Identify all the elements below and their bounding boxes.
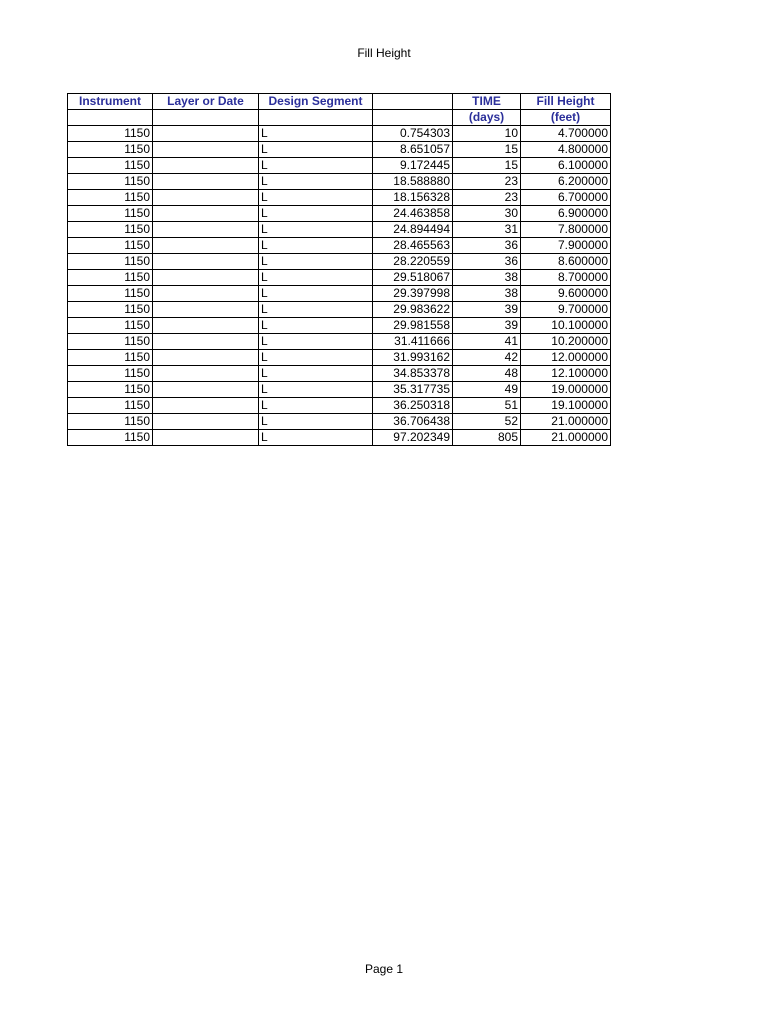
- cell-value: 9.172445: [373, 158, 453, 174]
- table-row: [68, 334, 611, 350]
- cell-design-segment: L: [259, 142, 373, 158]
- cell-value: 18.156328: [373, 190, 453, 206]
- cell-time: 36: [453, 254, 521, 270]
- cell-time: 23: [453, 190, 521, 206]
- cell-instrument: 1150: [68, 126, 153, 142]
- header-instrument: [68, 110, 153, 126]
- cell-instrument: 1150: [68, 430, 153, 446]
- cell-fill-height: 21.000000: [521, 430, 611, 446]
- cell-fill-height: 4.800000: [521, 142, 611, 158]
- header-time: (days): [453, 110, 521, 126]
- cell-value: 36.250318: [373, 398, 453, 414]
- cell-design-segment: L: [259, 414, 373, 430]
- cell-layer-or-date: [153, 286, 259, 302]
- header-value: [373, 94, 453, 110]
- cell-layer-or-date: [153, 190, 259, 206]
- cell-fill-height: 7.800000: [521, 222, 611, 238]
- cell-time: 38: [453, 270, 521, 286]
- cell-instrument: 1150: [68, 414, 153, 430]
- cell-fill-height: 6.200000: [521, 174, 611, 190]
- header-design-segment: Design Segment: [259, 94, 373, 110]
- cell-layer-or-date: [153, 414, 259, 430]
- cell-time: 39: [453, 318, 521, 334]
- cell-value: 24.463858: [373, 206, 453, 222]
- cell-fill-height: 6.100000: [521, 158, 611, 174]
- cell-design-segment: L: [259, 398, 373, 414]
- cell-value: 28.465563: [373, 238, 453, 254]
- cell-time: 805: [453, 430, 521, 446]
- cell-fill-height: 19.100000: [521, 398, 611, 414]
- cell-time: 48: [453, 366, 521, 382]
- table-row: [68, 430, 611, 446]
- cell-fill-height: 8.600000: [521, 254, 611, 270]
- cell-layer-or-date: [153, 382, 259, 398]
- table-row: [68, 270, 611, 286]
- header-layer-or-date: Layer or Date: [153, 94, 259, 110]
- cell-instrument: 1150: [68, 174, 153, 190]
- cell-value: 29.397998: [373, 286, 453, 302]
- cell-value: 18.588880: [373, 174, 453, 190]
- cell-value: 35.317735: [373, 382, 453, 398]
- cell-time: 30: [453, 206, 521, 222]
- cell-design-segment: L: [259, 382, 373, 398]
- cell-instrument: 1150: [68, 398, 153, 414]
- cell-time: 15: [453, 142, 521, 158]
- cell-time: 23: [453, 174, 521, 190]
- cell-instrument: 1150: [68, 286, 153, 302]
- cell-fill-height: 9.700000: [521, 302, 611, 318]
- header-design-segment: [259, 110, 373, 126]
- cell-layer-or-date: [153, 366, 259, 382]
- cell-fill-height: 9.600000: [521, 286, 611, 302]
- cell-design-segment: L: [259, 222, 373, 238]
- table-row: [68, 318, 611, 334]
- table-row: [68, 238, 611, 254]
- cell-layer-or-date: [153, 318, 259, 334]
- cell-design-segment: L: [259, 174, 373, 190]
- table-row: [68, 222, 611, 238]
- header-time: TIME: [453, 94, 521, 110]
- cell-instrument: 1150: [68, 318, 153, 334]
- table-row: [68, 398, 611, 414]
- cell-design-segment: L: [259, 366, 373, 382]
- table-row: [68, 126, 611, 142]
- table-row: [68, 382, 611, 398]
- cell-design-segment: L: [259, 254, 373, 270]
- cell-time: 51: [453, 398, 521, 414]
- table-row: [68, 206, 611, 222]
- cell-design-segment: L: [259, 350, 373, 366]
- cell-time: 38: [453, 286, 521, 302]
- cell-layer-or-date: [153, 302, 259, 318]
- cell-time: 31: [453, 222, 521, 238]
- cell-fill-height: 8.700000: [521, 270, 611, 286]
- cell-design-segment: L: [259, 270, 373, 286]
- cell-value: 29.518067: [373, 270, 453, 286]
- cell-value: 8.651057: [373, 142, 453, 158]
- cell-instrument: 1150: [68, 142, 153, 158]
- cell-layer-or-date: [153, 238, 259, 254]
- table-row: [68, 254, 611, 270]
- page-footer: Page 1: [364, 962, 404, 976]
- cell-design-segment: L: [259, 318, 373, 334]
- header-units-row: [68, 110, 611, 126]
- table-row: [68, 414, 611, 430]
- cell-layer-or-date: [153, 350, 259, 366]
- cell-instrument: 1150: [68, 270, 153, 286]
- header-instrument: Instrument: [68, 94, 153, 110]
- cell-fill-height: 12.100000: [521, 366, 611, 382]
- cell-design-segment: L: [259, 302, 373, 318]
- cell-instrument: 1150: [68, 222, 153, 238]
- page-title: Fill Height: [357, 46, 411, 60]
- cell-design-segment: L: [259, 238, 373, 254]
- cell-fill-height: 12.000000: [521, 350, 611, 366]
- table-body: [68, 94, 611, 446]
- cell-value: 24.894494: [373, 222, 453, 238]
- table-row: [68, 190, 611, 206]
- table-row: [68, 366, 611, 382]
- cell-fill-height: 10.200000: [521, 334, 611, 350]
- cell-instrument: 1150: [68, 190, 153, 206]
- fill-height-table: [67, 93, 611, 446]
- header-value: [373, 110, 453, 126]
- cell-fill-height: 7.900000: [521, 238, 611, 254]
- cell-value: 29.983622: [373, 302, 453, 318]
- cell-layer-or-date: [153, 174, 259, 190]
- cell-fill-height: 6.900000: [521, 206, 611, 222]
- cell-time: 36: [453, 238, 521, 254]
- cell-time: 52: [453, 414, 521, 430]
- cell-design-segment: L: [259, 286, 373, 302]
- cell-layer-or-date: [153, 206, 259, 222]
- cell-instrument: 1150: [68, 238, 153, 254]
- cell-time: 10: [453, 126, 521, 142]
- cell-design-segment: L: [259, 190, 373, 206]
- cell-value: 28.220559: [373, 254, 453, 270]
- cell-instrument: 1150: [68, 206, 153, 222]
- cell-value: 31.411666: [373, 334, 453, 350]
- cell-time: 49: [453, 382, 521, 398]
- cell-instrument: 1150: [68, 302, 153, 318]
- cell-value: 0.754303: [373, 126, 453, 142]
- cell-time: 42: [453, 350, 521, 366]
- cell-fill-height: 6.700000: [521, 190, 611, 206]
- cell-layer-or-date: [153, 254, 259, 270]
- cell-layer-or-date: [153, 222, 259, 238]
- cell-fill-height: 19.000000: [521, 382, 611, 398]
- cell-layer-or-date: [153, 142, 259, 158]
- cell-layer-or-date: [153, 158, 259, 174]
- table-row: [68, 302, 611, 318]
- cell-design-segment: L: [259, 206, 373, 222]
- table-row: [68, 174, 611, 190]
- cell-instrument: 1150: [68, 254, 153, 270]
- cell-time: 39: [453, 302, 521, 318]
- cell-instrument: 1150: [68, 334, 153, 350]
- cell-layer-or-date: [153, 126, 259, 142]
- cell-value: 97.202349: [373, 430, 453, 446]
- cell-value: 31.993162: [373, 350, 453, 366]
- header-layer-or-date: [153, 110, 259, 126]
- cell-instrument: 1150: [68, 158, 153, 174]
- cell-layer-or-date: [153, 430, 259, 446]
- header-row: [68, 94, 611, 110]
- table-row: [68, 350, 611, 366]
- cell-layer-or-date: [153, 398, 259, 414]
- cell-design-segment: L: [259, 430, 373, 446]
- cell-value: 36.706438: [373, 414, 453, 430]
- cell-design-segment: L: [259, 158, 373, 174]
- table-row: [68, 286, 611, 302]
- cell-layer-or-date: [153, 270, 259, 286]
- table-row: [68, 142, 611, 158]
- header-fill-height: (feet): [521, 110, 611, 126]
- cell-design-segment: L: [259, 334, 373, 350]
- header-fill-height: Fill Height: [521, 94, 611, 110]
- table-row: [68, 158, 611, 174]
- cell-fill-height: 4.700000: [521, 126, 611, 142]
- cell-fill-height: 10.100000: [521, 318, 611, 334]
- cell-value: 34.853378: [373, 366, 453, 382]
- cell-fill-height: 21.000000: [521, 414, 611, 430]
- cell-value: 29.981558: [373, 318, 453, 334]
- cell-time: 15: [453, 158, 521, 174]
- cell-layer-or-date: [153, 334, 259, 350]
- cell-time: 41: [453, 334, 521, 350]
- cell-design-segment: L: [259, 126, 373, 142]
- cell-instrument: 1150: [68, 350, 153, 366]
- cell-instrument: 1150: [68, 366, 153, 382]
- cell-instrument: 1150: [68, 382, 153, 398]
